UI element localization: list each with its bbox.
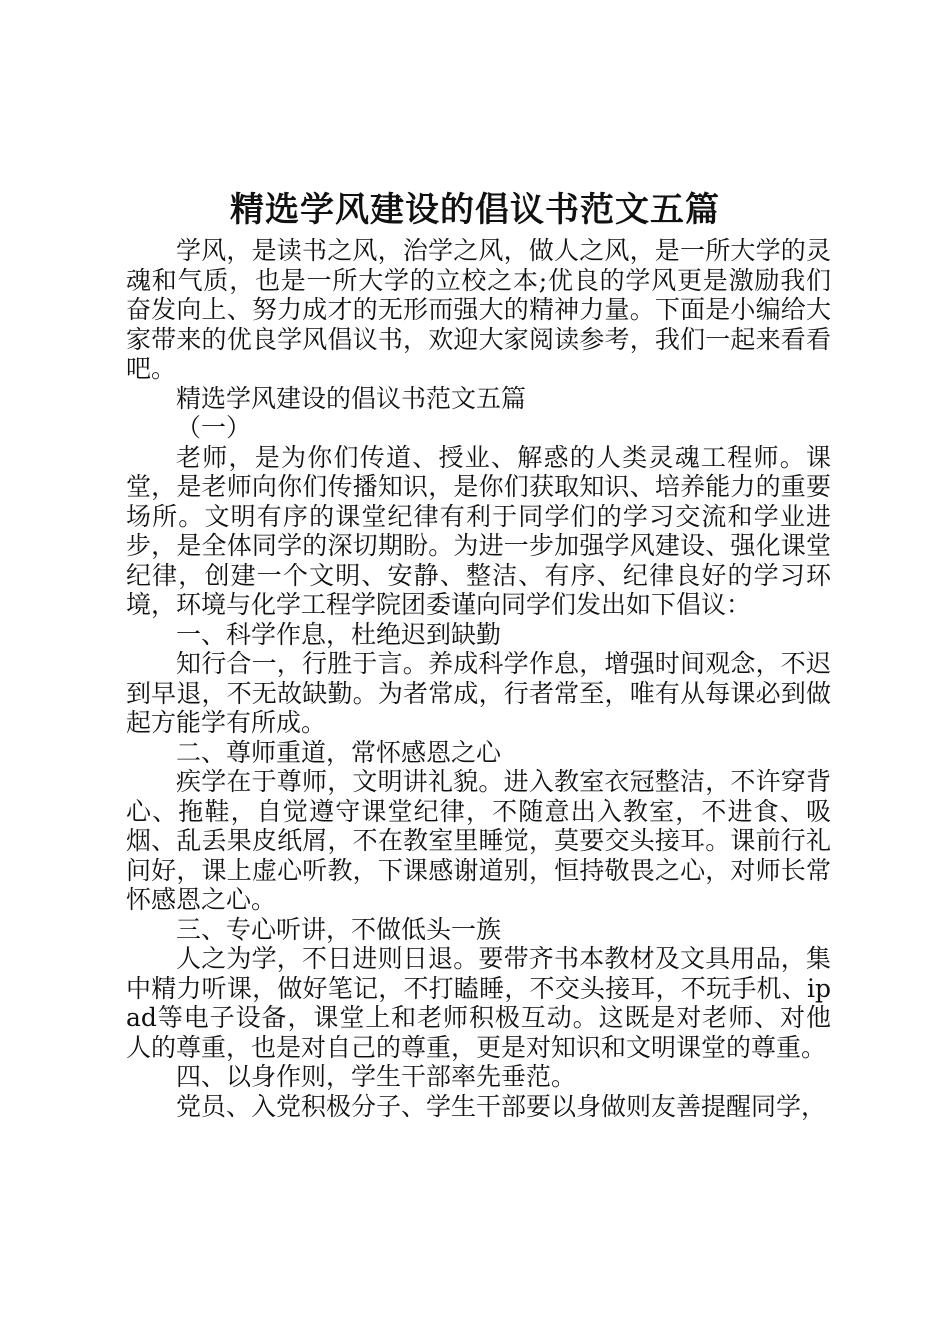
section-heading: 四、以身作则，学生干部率先垂范。 — [176, 1062, 577, 1091]
document-body — [126, 236, 831, 1121]
section-heading: 二、尊师重道，常怀感恩之心 — [176, 737, 502, 767]
body-paragraph: 人之为学，不日进则日退。要带齐书本教材及文具用品，集中精力听课，做好笔记，不打瞌睡，不交头接耳，不玩手机、ipad等电子设备，课堂上和老师积极互动。这既是对老师、对他人的尊重，也是对自己的尊重，更是对知识和文明课堂的尊重。 — [126, 944, 831, 1062]
section-heading: 一、科学作息，杜绝迟到缺勤 — [176, 619, 502, 649]
subtitle-line: 精选学风建设的倡议书范文五篇 — [176, 383, 527, 413]
section-heading: 三、专心听讲，不做低头一族 — [176, 914, 502, 944]
body-paragraph: 党员、入党积极分子、学生干部要以身做则友善提醒同学， — [176, 1091, 827, 1121]
body-paragraph: 知行合一，行胜于言。养成科学作息，增强时间观念，不迟到早退，不无故缺勤。为者常成，行者常至，唯有从每课必到做起方能学有所成。 — [126, 649, 831, 737]
intro-paragraph: 学风，是读书之风，治学之风，做人之风，是一所大学的灵魂和气质，也是一所大学的立校之本;优良的学风更是激励我们奋发向上、努力成才的无形而强大的精神力量。下面是小编给大家带来的优良学风倡议书，欢迎大家阅读参考，我们一起来看看吧。 — [126, 236, 831, 383]
body-paragraph: 老师，是为你们传道、授业、解惑的人类灵魂工程师。课堂，是老师向你们传播知识，是你们获取知识、培养能力的重要场所。文明有序的课堂纪律有利于同学们的学习交流和学业进步，是全体同学的深切期盼。为进一步加强学风建设、强化课堂纪律，创建一个文明、安静、整洁、有序、纪律良好的学习环境，环境与化学工程学院团委谨向同学们发出如下倡议： — [126, 442, 831, 619]
body-paragraph: 疾学在于尊师，文明讲礼貌。进入教室衣冠整洁，不许穿背心、拖鞋，自觉遵守课堂纪律，不随意出入教室，不进食、吸烟、乱丢果皮纸屑，不在教室里睡觉，莫要交头接耳。课前行礼问好，课上虚心听教，下课感谢道别，恒持敬畏之心，对师长常怀感恩之心。 — [126, 767, 831, 914]
document-title: 精选学风建设的倡议书范文五篇 — [230, 190, 720, 230]
section-number: （一） — [176, 413, 252, 442]
